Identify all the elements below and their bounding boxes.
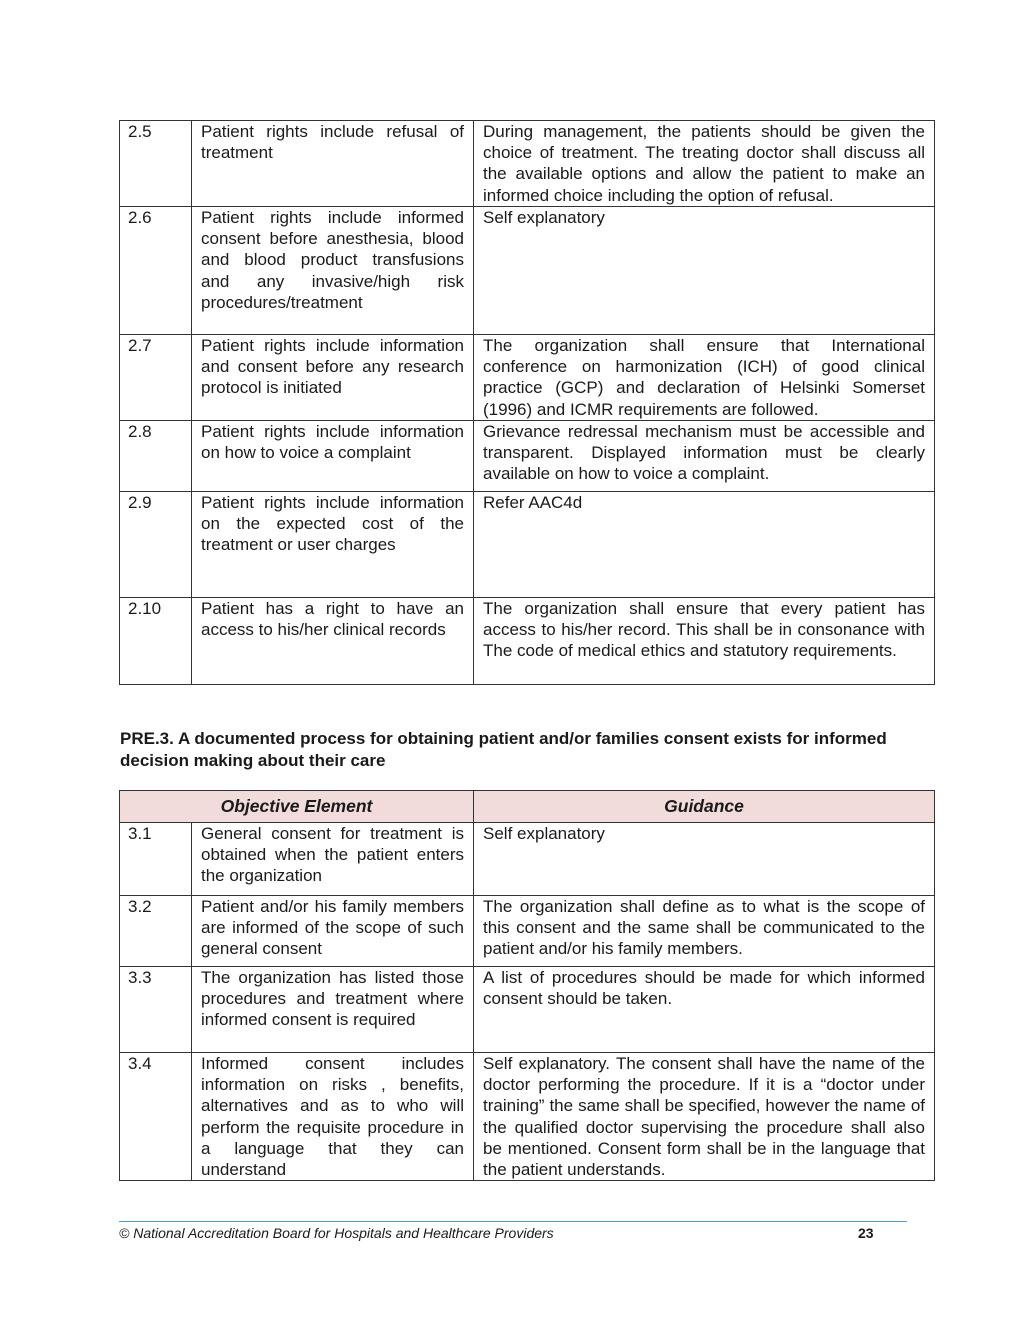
table-row bbox=[120, 967, 935, 1053]
guidance-text: Refer AAC4d bbox=[474, 492, 935, 598]
row-number: 2.7 bbox=[120, 335, 192, 421]
guidance-text: Self explanatory bbox=[474, 823, 935, 896]
row-number: 2.6 bbox=[120, 207, 192, 335]
objective-element: Patient rights include informed consent before anesthesia, blood and blood product transfusions and any invasive/high risk procedures/treatment bbox=[192, 207, 474, 335]
objective-element: Patient rights include information and consent before any research protocol is initiated bbox=[192, 335, 474, 421]
row-number: 2.9 bbox=[120, 492, 192, 598]
column-header-guidance: Guidance bbox=[474, 791, 935, 823]
objective-element: Patient and/or his family members are informed of the scope of such general consent bbox=[192, 896, 474, 967]
table-row bbox=[120, 121, 935, 207]
page-number: 23 bbox=[858, 1225, 874, 1241]
table-row bbox=[120, 896, 935, 967]
section-heading: PRE.3. A documented process for obtaining patient and/or families consent exists for informed decision making about their care bbox=[120, 729, 887, 770]
guidance-text: During management, the patients should be given the choice of treatment. The treating doctor shall discuss all the available options and allow the patient to make an informed choice including the option of refusal. bbox=[474, 121, 935, 207]
guidance-text: The organization shall ensure that every patient has access to his/her record. This shall be in consonance with The code of medical ethics and statutory requirements. bbox=[474, 598, 935, 685]
table-row bbox=[120, 1053, 935, 1181]
row-number: 3.4 bbox=[120, 1053, 192, 1181]
guidance-text: The organization shall ensure that International conference on harmonization (ICH) of good clinical practice (GCP) and declaration of Helsinki Somerset (1996) and ICMR requirements are followed. bbox=[474, 335, 935, 421]
table-row bbox=[120, 207, 935, 335]
guidance-text: Grievance redressal mechanism must be accessible and transparent. Displayed information must be clearly available on how to voice a complaint. bbox=[474, 421, 935, 492]
objective-element: The organization has listed those procedures and treatment where informed consent is required bbox=[192, 967, 474, 1053]
table-row bbox=[120, 421, 935, 492]
standards-table-pre3 bbox=[119, 790, 935, 1181]
row-number: 2.10 bbox=[120, 598, 192, 685]
table-row bbox=[120, 492, 935, 598]
objective-element: Patient rights include refusal of treatment bbox=[192, 121, 474, 207]
column-header-objective: Objective Element bbox=[120, 791, 474, 823]
guidance-text: Self explanatory bbox=[474, 207, 935, 335]
row-number: 3.2 bbox=[120, 896, 192, 967]
row-number: 2.8 bbox=[120, 421, 192, 492]
table-row bbox=[120, 823, 935, 896]
row-number: 2.5 bbox=[120, 121, 192, 207]
guidance-text: A list of procedures should be made for which informed consent should be taken. bbox=[474, 967, 935, 1053]
objective-element: Patient rights include information on the expected cost of the treatment or user charges bbox=[192, 492, 474, 598]
objective-element: General consent for treatment is obtained when the patient enters the organization bbox=[192, 823, 474, 896]
row-number: 3.3 bbox=[120, 967, 192, 1053]
standards-table-pre2 bbox=[119, 120, 935, 685]
row-number: 3.1 bbox=[120, 823, 192, 896]
objective-element: Informed consent includes information on risks , benefits, alternatives and as to who will perform the requisite procedure in a language that they can understand bbox=[192, 1053, 474, 1181]
table-header-row bbox=[120, 791, 935, 823]
guidance-text: Self explanatory. The consent shall have the name of the doctor performing the procedure. If it is a “doctor under training” the same shall be specified, however the name of the qualified doctor supervising the procedure shall also be mentioned. Consent form shall be in the language that the patient understands. bbox=[474, 1053, 935, 1181]
table-row bbox=[120, 335, 935, 421]
footer-divider bbox=[119, 1221, 907, 1222]
footer-copyright: © National Accreditation Board for Hospitals and Healthcare Providers bbox=[119, 1225, 554, 1241]
objective-element: Patient rights include information on how to voice a complaint bbox=[192, 421, 474, 492]
guidance-text: The organization shall define as to what is the scope of this consent and the same shall be communicated to the patient and/or his family members. bbox=[474, 896, 935, 967]
objective-element: Patient has a right to have an access to his/her clinical records bbox=[192, 598, 474, 685]
table-row bbox=[120, 598, 935, 685]
